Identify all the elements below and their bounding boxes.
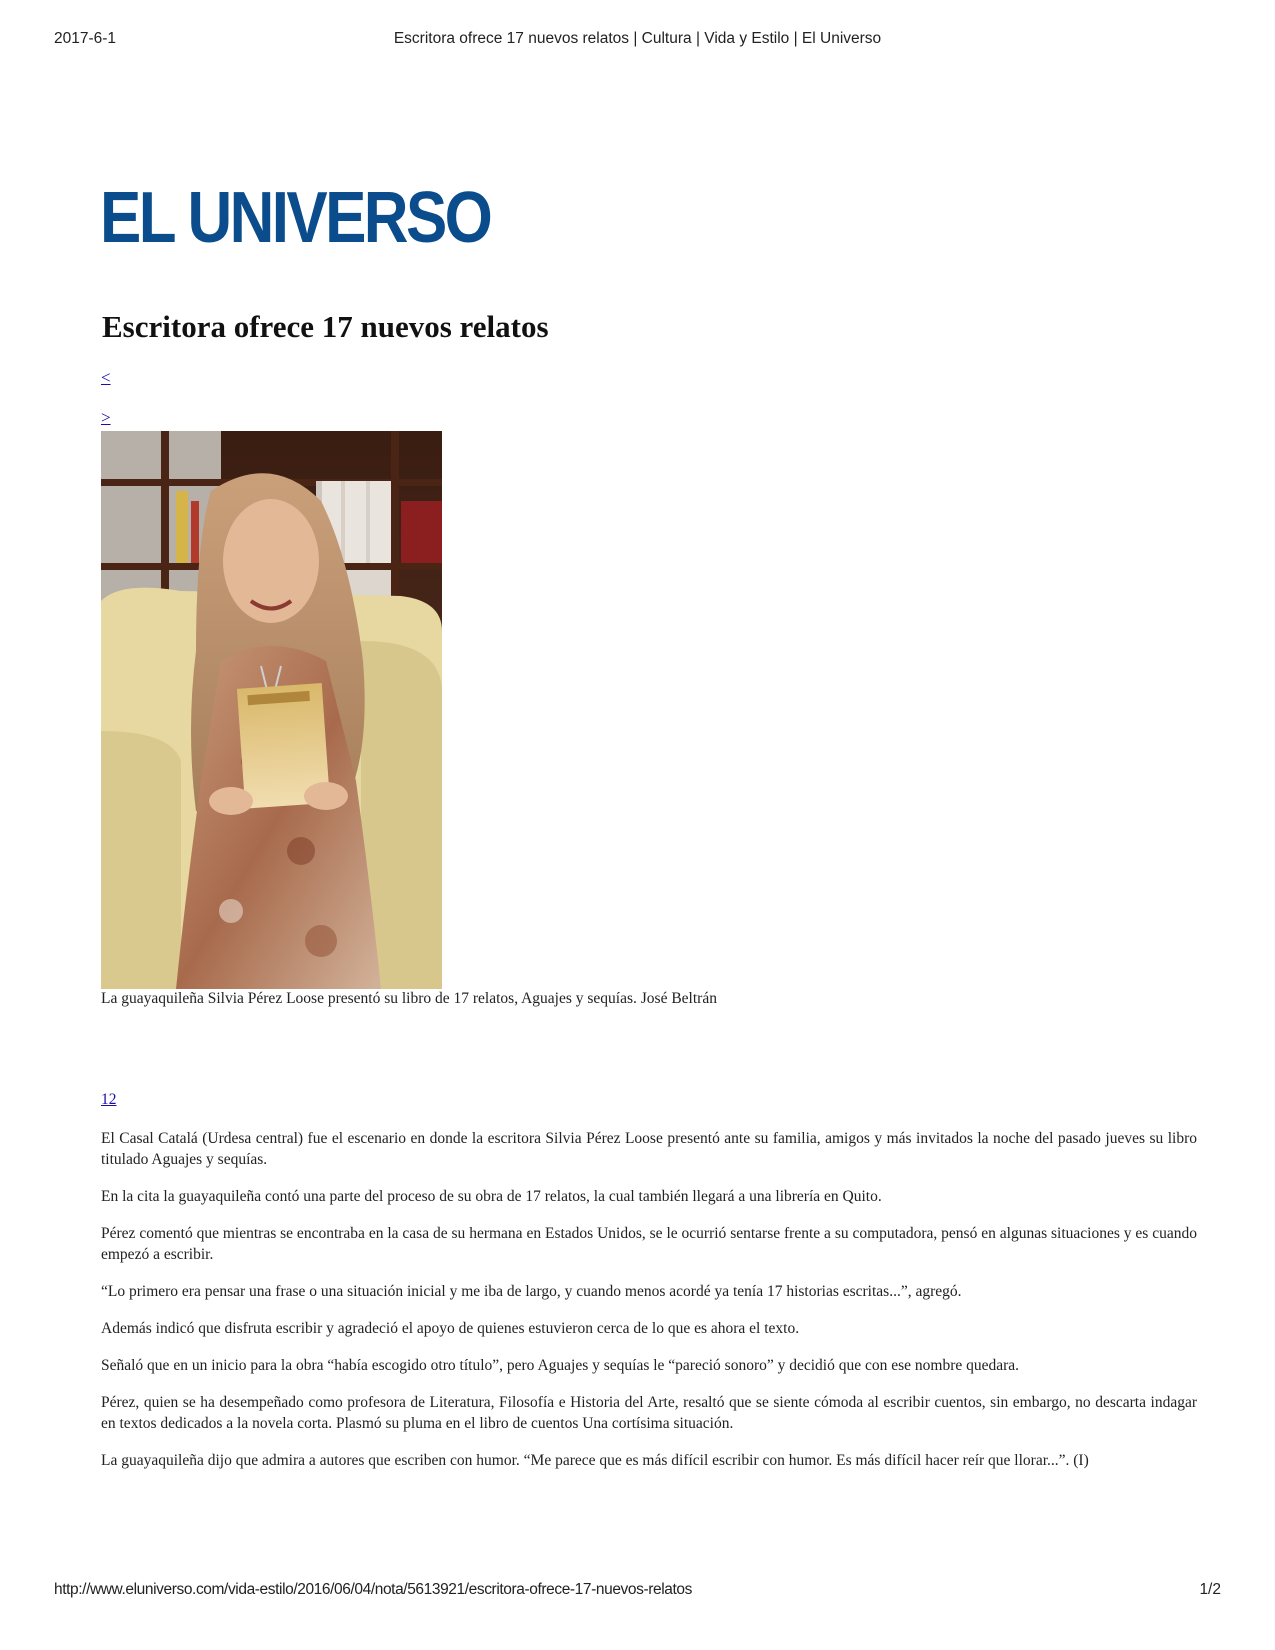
- print-date: 2017-6-1: [54, 30, 117, 47]
- print-page-title: Escritora ofrece 17 nuevos relatos | Cultura | Vida y Estilo | El Universo: [393, 30, 882, 47]
- gallery-prev-link[interactable]: <: [101, 368, 111, 387]
- article-headline: Escritora ofrece 17 nuevos relatos: [102, 309, 549, 344]
- article-paragraph: Pérez, quien se ha desempeñado como profesora de Literatura, Filosofía e Historia del Arte, resaltó que se siente cómoda al escribir cuentos, sin embargo, no descarta indagar en textos dedicados a la novela corta. Plasmó su pluma en el libro de cuentos Una cortísima situación.: [101, 1394, 1197, 1432]
- article-paragraph: Señaló que en un inicio para la obra “había escogido otro título”, pero Aguajes y sequías le “pareció sonoro” y decidió que con ese nombre quedara.: [101, 1357, 1020, 1374]
- article-paragraph: Además indicó que disfruta escribir y agradeció el apoyo de quienes estuvieron cerca de lo que es ahora el texto.: [101, 1320, 800, 1337]
- gallery-next-link[interactable]: >: [101, 408, 111, 427]
- article-paragraph: El Casal Catalá (Urdesa central) fue el escenario en donde la escritora Silvia Pérez Loose presentó ante su familia, amigos y más invitados la noche del pasado jueves su libro titulado Aguajes y sequías.: [101, 1130, 1197, 1168]
- el-universo-logo[interactable]: EL UNIVERSO: [100, 178, 491, 258]
- article-paragraph: Pérez comentó que mientras se encontraba en la casa de su hermana en Estados Unidos, se le ocurrió sentarse frente a su computadora, pensó en algunas situaciones y es cuando empezó a escribir.: [101, 1225, 1197, 1263]
- article-body: [101, 1128, 1197, 1487]
- article-paragraph: “Lo primero era pensar una frase o una situación inicial y me iba de largo, y cuando menos acordé ya tenía 17 historias escritas...”, agregó.: [101, 1283, 962, 1300]
- article-paragraph: La guayaquileña dijo que admira a autores que escriben con humor. “Me parece que es más difícil escribir con humor. Es más difícil hacer reír que llorar...”. (I): [101, 1452, 1089, 1469]
- page-number: 1/2: [1199, 1581, 1221, 1598]
- print-footer: [54, 1581, 1221, 1603]
- page-url: http://www.eluniverso.com/vida-estilo/2016/06/04/nota/5613921/escritora-ofrece-17-nuevos-relatos: [54, 1581, 692, 1598]
- woman-holding-book-photo-icon: [101, 431, 442, 989]
- article-photo: [101, 431, 442, 989]
- photo-caption: La guayaquileña Silvia Pérez Loose presentó su libro de 17 relatos, Aguajes y sequías. José Beltrán: [101, 990, 717, 1007]
- print-header: [54, 30, 1221, 52]
- article-paragraph: En la cita la guayaquileña contó una parte del proceso de su obra de 17 relatos, la cual también llegará a una librería en Quito.: [101, 1188, 882, 1205]
- comment-count-link[interactable]: 12: [101, 1091, 117, 1108]
